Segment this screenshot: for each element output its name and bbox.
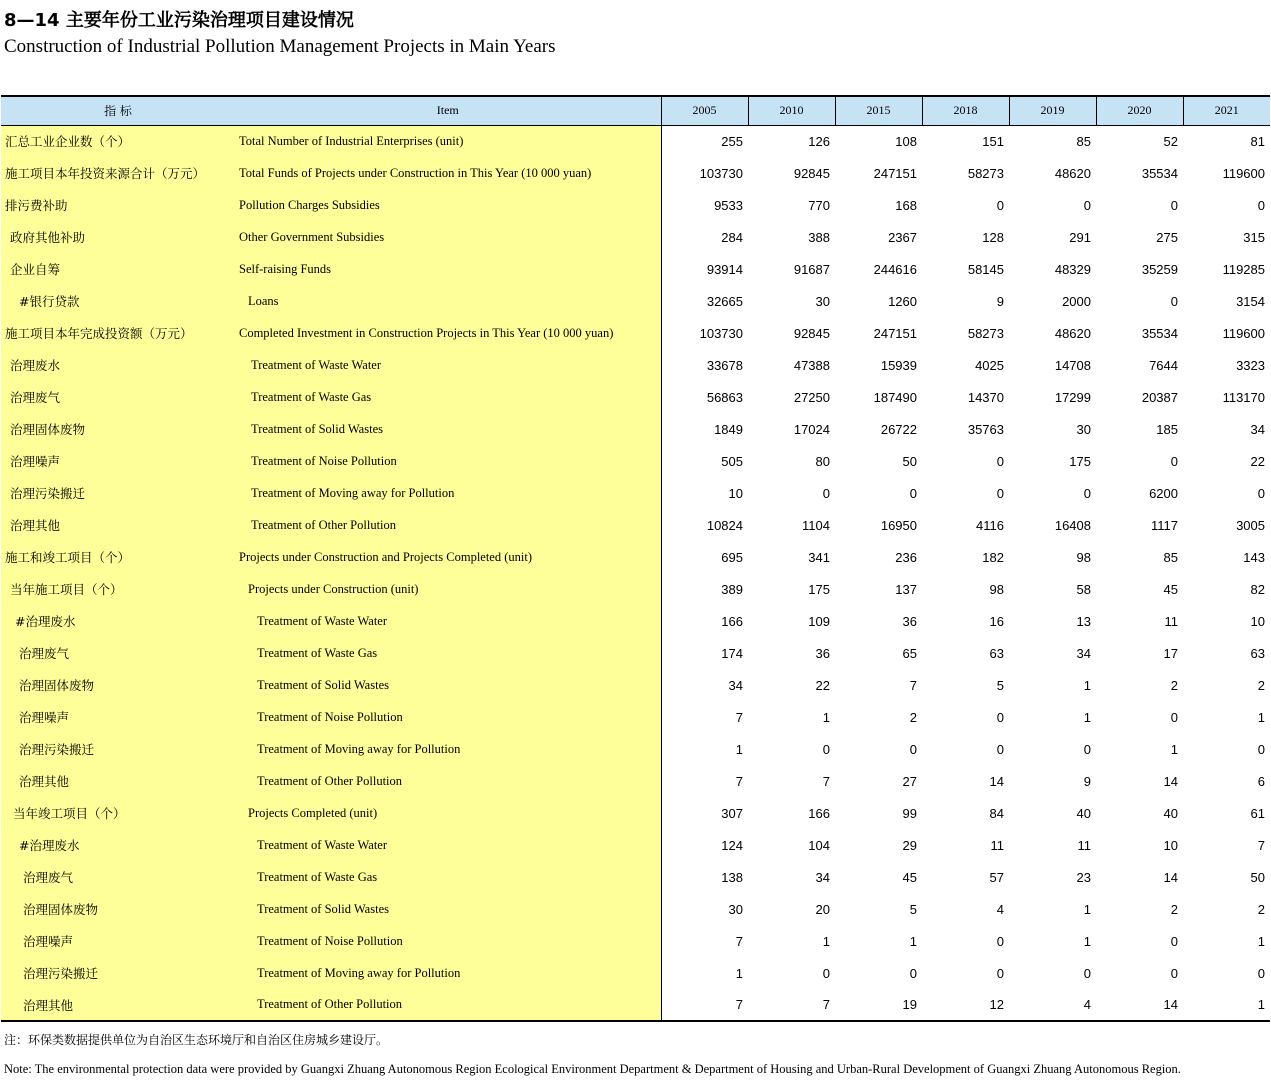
value-cell: 81	[1250, 133, 1265, 149]
value-cell: 124	[721, 837, 743, 853]
value-cell: 13	[1076, 613, 1091, 629]
value-cell: 14	[989, 773, 1004, 789]
value-cell: 126	[808, 133, 830, 149]
value-cell: 32665	[706, 293, 743, 309]
value-cell: 1	[1183, 989, 1270, 1021]
value-cell: 1	[1257, 709, 1265, 725]
row-label-en: Treatment of Other Pollution	[235, 765, 661, 797]
row-label-en: Treatment of Solid Wastes	[235, 669, 661, 701]
table-row	[1, 637, 1270, 669]
value-cell: 1	[1170, 741, 1178, 757]
value-cell: 0	[822, 965, 830, 981]
value-cell: 34	[1076, 645, 1091, 661]
value-cell: 14	[1163, 869, 1178, 885]
row-label-en: Completed Investment in Construction Projects in This Year (10 000 yuan)	[235, 317, 661, 349]
value-cell: 4025	[975, 357, 1004, 373]
value-cell: 10824	[706, 517, 743, 533]
value-cell: 182	[982, 549, 1004, 565]
value-cell: 341	[808, 549, 830, 565]
value-cell: 7	[748, 989, 835, 1021]
value-cell: 1260	[888, 293, 917, 309]
value-cell: 0	[1083, 965, 1091, 981]
row-label-en: Treatment of Other Pollution	[235, 509, 661, 541]
value-cell: 315	[1243, 229, 1265, 245]
row-label-cn: #治理废水	[1, 829, 235, 861]
row-label-cn: 当年竣工项目（个）	[1, 797, 235, 829]
value-cell: 11	[1164, 613, 1178, 629]
header-year: 2005	[661, 96, 748, 125]
value-cell: 0	[996, 197, 1004, 213]
table-row	[1, 957, 1270, 989]
row-label-en: Self-raising Funds	[235, 253, 661, 285]
value-cell: 30	[815, 293, 830, 309]
row-label-cn: 治理噪声	[1, 925, 235, 957]
row-label-en: Treatment of Waste Water	[235, 829, 661, 861]
value-cell: 104	[808, 837, 830, 853]
value-cell: 6	[1257, 773, 1265, 789]
value-cell: 7	[909, 677, 917, 693]
value-cell: 84	[989, 805, 1004, 821]
row-label-cn: 施工项目本年完成投资额（万元）	[1, 317, 235, 349]
header-year: 2018	[922, 96, 1009, 125]
row-label-cn: 治理废水	[1, 349, 235, 381]
footnote-cn: 注：环保类数据提供单位为自治区生态环境厅和自治区住房城乡建设厅。	[4, 1033, 389, 1047]
table-row	[1, 733, 1270, 765]
value-cell: 82	[1250, 581, 1265, 597]
value-cell: 58273	[967, 165, 1004, 181]
value-cell: 85	[1163, 549, 1178, 565]
row-label-cn: 当年施工项目（个）	[1, 573, 235, 605]
value-cell: 0	[909, 741, 917, 757]
value-cell: 1	[1257, 933, 1265, 949]
value-cell: 0	[1170, 453, 1178, 469]
value-cell: 0	[996, 453, 1004, 469]
value-cell: 56863	[706, 389, 743, 405]
value-cell: 11	[1077, 837, 1091, 853]
value-cell: 16408	[1054, 517, 1091, 533]
value-cell: 0	[996, 485, 1004, 501]
value-cell: 2	[909, 709, 917, 725]
value-cell: 22	[1250, 453, 1265, 469]
value-cell: 0	[1083, 197, 1091, 213]
value-cell: 35534	[1141, 165, 1178, 181]
table-row	[1, 349, 1270, 381]
value-cell: 0	[822, 741, 830, 757]
value-cell: 4	[996, 901, 1004, 917]
value-cell: 98	[989, 581, 1004, 597]
page-title-en: Construction of Industrial Pollution Management Projects in Main Years	[4, 36, 556, 57]
statistics-table	[1, 95, 1270, 1022]
value-cell: 98	[1076, 549, 1091, 565]
value-cell: 34	[815, 869, 830, 885]
value-cell: 36	[815, 645, 830, 661]
value-cell: 284	[721, 229, 743, 245]
value-cell: 5	[909, 901, 917, 917]
value-cell: 17299	[1054, 389, 1091, 405]
header-year: 2021	[1183, 96, 1270, 125]
value-cell: 48620	[1054, 165, 1091, 181]
row-label-en: Treatment of Waste Water	[235, 605, 661, 637]
value-cell: 0	[909, 485, 917, 501]
row-label-cn: 治理噪声	[1, 445, 235, 477]
value-cell: 14370	[967, 389, 1004, 405]
table-row	[1, 669, 1270, 701]
value-cell: 0	[1170, 965, 1178, 981]
value-cell: 7	[822, 773, 830, 789]
value-cell: 40	[1076, 805, 1091, 821]
value-cell: 1	[1083, 901, 1091, 917]
row-label-cn: 排污费补助	[1, 189, 235, 221]
value-cell: 34	[1250, 421, 1265, 437]
value-cell: 27250	[793, 389, 830, 405]
value-cell: 30	[728, 901, 743, 917]
value-cell: 2000	[1062, 293, 1091, 309]
row-label-en: Treatment of Noise Pollution	[235, 925, 661, 957]
row-label-cn: 治理固体废物	[1, 669, 235, 701]
value-cell: 48329	[1054, 261, 1091, 277]
value-cell: 1104	[802, 517, 830, 533]
value-cell: 0	[1170, 197, 1178, 213]
row-label-cn: 治理废气	[1, 381, 235, 413]
page-title-cn: 8—14 主要年份工业污染治理项目建设情况	[4, 10, 354, 31]
row-label-cn: 治理噪声	[1, 701, 235, 733]
value-cell: 93914	[706, 261, 743, 277]
row-label-en: Treatment of Waste Gas	[235, 381, 661, 413]
row-label-cn: 治理污染搬迁	[1, 477, 235, 509]
value-cell: 255	[721, 133, 743, 149]
value-cell: 0	[1170, 709, 1178, 725]
value-cell: 137	[895, 581, 917, 597]
value-cell: 45	[1163, 581, 1178, 597]
value-cell: 138	[721, 869, 743, 885]
value-cell: 14708	[1054, 357, 1091, 373]
table-header-row	[1, 96, 1270, 125]
value-cell: 11	[990, 837, 1004, 853]
value-cell: 7	[661, 989, 748, 1021]
row-label-cn: 治理污染搬迁	[1, 957, 235, 989]
row-label-cn: 治理固体废物	[1, 893, 235, 925]
value-cell: 1117	[1151, 517, 1178, 533]
value-cell: 26722	[880, 421, 917, 437]
row-label-cn: #治理废水	[1, 605, 235, 637]
value-cell: 40	[1163, 805, 1178, 821]
row-label-cn: 治理废气	[1, 861, 235, 893]
value-cell: 151	[982, 133, 1004, 149]
value-cell: 0	[1170, 933, 1178, 949]
value-cell: 175	[808, 581, 830, 597]
value-cell: 0	[822, 485, 830, 501]
value-cell: 128	[982, 229, 1004, 245]
value-cell: 99	[902, 805, 917, 821]
value-cell: 7644	[1149, 357, 1178, 373]
value-cell: 23	[1076, 869, 1091, 885]
value-cell: 0	[1257, 485, 1265, 501]
row-label-en: Projects under Construction and Projects Completed (unit)	[235, 541, 661, 573]
header-year: 2010	[748, 96, 835, 125]
value-cell: 57	[989, 869, 1004, 885]
table-row	[1, 189, 1270, 221]
value-cell: 63	[1250, 645, 1265, 661]
table-row	[1, 317, 1270, 349]
value-cell: 103730	[699, 325, 743, 341]
value-cell: 14	[1163, 773, 1178, 789]
value-cell: 91687	[793, 261, 830, 277]
value-cell: 19	[835, 989, 922, 1021]
value-cell: 0	[1083, 485, 1091, 501]
value-cell: 47388	[793, 357, 830, 373]
row-label-cn: 治理污染搬迁	[1, 733, 235, 765]
value-cell: 16950	[880, 517, 917, 533]
value-cell: 4116	[976, 517, 1004, 533]
value-cell: 108	[895, 133, 917, 149]
row-label-en: Treatment of Moving away for Pollution	[235, 733, 661, 765]
value-cell: 0	[1257, 741, 1265, 757]
value-cell: 6200	[1149, 485, 1178, 501]
value-cell: 10	[728, 485, 743, 501]
table-row	[1, 829, 1270, 861]
value-cell: 48620	[1054, 325, 1091, 341]
row-label-cn: 汇总工业企业数（个）	[1, 125, 235, 157]
value-cell: 17	[1163, 645, 1178, 661]
value-cell: 174	[721, 645, 743, 661]
row-label-en: Treatment of Waste Water	[235, 349, 661, 381]
table-row	[1, 285, 1270, 317]
value-cell: 9	[996, 293, 1004, 309]
row-label-en: Pollution Charges Subsidies	[235, 189, 661, 221]
row-label-cn: 治理固体废物	[1, 413, 235, 445]
table-row	[1, 605, 1270, 637]
value-cell: 275	[1156, 229, 1178, 245]
value-cell: 695	[721, 549, 743, 565]
table-row	[1, 381, 1270, 413]
row-label-en: Other Government Subsidies	[235, 221, 661, 253]
value-cell: 3005	[1236, 517, 1265, 533]
value-cell: 3154	[1236, 293, 1265, 309]
value-cell: 244616	[873, 261, 917, 277]
value-cell: 1	[735, 965, 743, 981]
value-cell: 389	[721, 581, 743, 597]
value-cell: 20	[815, 901, 830, 917]
value-cell: 45	[902, 869, 917, 885]
value-cell: 1	[822, 709, 830, 725]
value-cell: 166	[808, 805, 830, 821]
value-cell: 2367	[888, 229, 917, 245]
value-cell: 4	[1009, 989, 1096, 1021]
value-cell: 1	[909, 933, 917, 949]
value-cell: 35534	[1141, 325, 1178, 341]
row-label-en: Treatment of Moving away for Pollution	[235, 477, 661, 509]
table-row	[1, 893, 1270, 925]
row-label-cn: 治理其他	[1, 765, 235, 797]
value-cell: 50	[1250, 869, 1265, 885]
table-row	[1, 157, 1270, 189]
value-cell: 65	[902, 645, 917, 661]
value-cell: 168	[895, 197, 917, 213]
table-row	[1, 413, 1270, 445]
value-cell: 61	[1250, 805, 1265, 821]
value-cell: 2	[1170, 677, 1178, 693]
table-row	[1, 925, 1270, 957]
value-cell: 30	[1076, 421, 1091, 437]
table-row	[1, 125, 1270, 157]
value-cell: 166	[721, 613, 743, 629]
value-cell: 7	[1257, 837, 1265, 853]
value-cell: 247151	[873, 165, 917, 181]
value-cell: 0	[1083, 741, 1091, 757]
row-label-en: Treatment of Waste Gas	[235, 637, 661, 669]
row-label-en: Treatment of Other Pollution	[235, 989, 661, 1021]
value-cell: 22	[815, 677, 830, 693]
row-label-en: Treatment of Waste Gas	[235, 861, 661, 893]
row-label-cn: 治理其他	[1, 989, 235, 1021]
row-label-en: Loans	[235, 285, 661, 317]
row-label-en: Projects under Construction (unit)	[235, 573, 661, 605]
value-cell: 247151	[873, 325, 917, 341]
value-cell: 505	[721, 453, 743, 469]
row-label-cn: 施工项目本年投资来源合计（万元）	[1, 157, 235, 189]
value-cell: 58145	[967, 261, 1004, 277]
value-cell: 35763	[967, 421, 1004, 437]
row-label-en: Treatment of Noise Pollution	[235, 445, 661, 477]
value-cell: 103730	[699, 165, 743, 181]
table-row	[1, 861, 1270, 893]
value-cell: 0	[996, 933, 1004, 949]
row-label-en: Treatment of Noise Pollution	[235, 701, 661, 733]
row-label-cn: 治理废气	[1, 637, 235, 669]
value-cell: 9533	[714, 197, 743, 213]
table-row	[1, 541, 1270, 573]
value-cell: 109	[808, 613, 830, 629]
row-label-cn: 治理其他	[1, 509, 235, 541]
table-row	[1, 509, 1270, 541]
value-cell: 3323	[1236, 357, 1265, 373]
table-row	[1, 477, 1270, 509]
header-year: 2020	[1096, 96, 1183, 125]
row-label-en: Total Number of Industrial Enterprises (unit)	[235, 125, 661, 157]
value-cell: 58	[1076, 581, 1091, 597]
value-cell: 80	[815, 453, 830, 469]
value-cell: 15939	[880, 357, 917, 373]
value-cell: 7	[735, 933, 743, 949]
header-item-en: Item	[235, 96, 661, 125]
value-cell: 1	[1083, 677, 1091, 693]
value-cell: 187490	[873, 389, 917, 405]
value-cell: 0	[1170, 293, 1178, 309]
table-row	[1, 989, 1270, 1021]
value-cell: 9	[1083, 773, 1091, 789]
value-cell: 185	[1156, 421, 1178, 437]
value-cell: 5	[996, 677, 1004, 693]
value-cell: 35259	[1141, 261, 1178, 277]
value-cell: 20387	[1141, 389, 1178, 405]
table-row	[1, 701, 1270, 733]
row-label-cn: 企业自筹	[1, 253, 235, 285]
value-cell: 1	[1083, 933, 1091, 949]
value-cell: 16	[989, 613, 1004, 629]
row-label-cn: #银行贷款	[1, 285, 235, 317]
value-cell: 33678	[706, 357, 743, 373]
value-cell: 10	[1250, 613, 1265, 629]
header-year: 2019	[1009, 96, 1096, 125]
footnote-en: Note: The environmental protection data were provided by Guangxi Zhuang Autonomous Region Ecological Environment Department & Department of Housing and Urban-Rural Development of Guangxi Zhuang Autonomous Region.	[4, 1062, 1181, 1076]
value-cell: 291	[1069, 229, 1091, 245]
value-cell: 29	[902, 837, 917, 853]
header-indicator-cn: 指 标	[1, 96, 235, 125]
value-cell: 14	[1096, 989, 1183, 1021]
value-cell: 2	[1257, 677, 1265, 693]
table-row	[1, 221, 1270, 253]
table-row	[1, 797, 1270, 829]
row-label-en: Total Funds of Projects under Construction in This Year (10 000 yuan)	[235, 157, 661, 189]
value-cell: 0	[1257, 197, 1265, 213]
value-cell: 388	[808, 229, 830, 245]
value-cell: 52	[1163, 133, 1178, 149]
value-cell: 770	[808, 197, 830, 213]
value-cell: 236	[895, 549, 917, 565]
value-cell: 50	[902, 453, 917, 469]
value-cell: 1	[822, 933, 830, 949]
value-cell: 1	[735, 741, 743, 757]
value-cell: 63	[989, 645, 1004, 661]
value-cell: 7	[735, 773, 743, 789]
value-cell: 0	[909, 965, 917, 981]
value-cell: 34	[728, 677, 743, 693]
value-cell: 12	[922, 989, 1009, 1021]
value-cell: 2	[1170, 901, 1178, 917]
value-cell: 119600	[1222, 325, 1265, 341]
value-cell: 1	[1083, 709, 1091, 725]
value-cell: 92845	[793, 165, 830, 181]
value-cell: 307	[721, 805, 743, 821]
row-label-cn: 施工和竣工项目（个）	[1, 541, 235, 573]
row-label-cn: 政府其他补助	[1, 221, 235, 253]
value-cell: 0	[996, 741, 1004, 757]
value-cell: 10	[1163, 837, 1178, 853]
value-cell: 0	[1257, 965, 1265, 981]
value-cell: 113170	[1222, 389, 1265, 405]
value-cell: 17024	[793, 421, 830, 437]
table-row	[1, 765, 1270, 797]
value-cell: 175	[1069, 453, 1091, 469]
value-cell: 0	[996, 965, 1004, 981]
value-cell: 7	[735, 709, 743, 725]
value-cell: 0	[996, 709, 1004, 725]
value-cell: 119285	[1222, 261, 1265, 277]
row-label-en: Treatment of Solid Wastes	[235, 893, 661, 925]
value-cell: 2	[1257, 901, 1265, 917]
value-cell: 143	[1243, 549, 1265, 565]
header-year: 2015	[835, 96, 922, 125]
table-row	[1, 253, 1270, 285]
value-cell: 92845	[793, 325, 830, 341]
value-cell: 58273	[967, 325, 1004, 341]
value-cell: 36	[902, 613, 917, 629]
value-cell: 1849	[714, 421, 743, 437]
row-label-en: Projects Completed (unit)	[235, 797, 661, 829]
value-cell: 119600	[1222, 165, 1265, 181]
table-row	[1, 573, 1270, 605]
value-cell: 27	[902, 773, 917, 789]
row-label-en: Treatment of Moving away for Pollution	[235, 957, 661, 989]
row-label-en: Treatment of Solid Wastes	[235, 413, 661, 445]
value-cell: 85	[1076, 133, 1091, 149]
table-row	[1, 445, 1270, 477]
